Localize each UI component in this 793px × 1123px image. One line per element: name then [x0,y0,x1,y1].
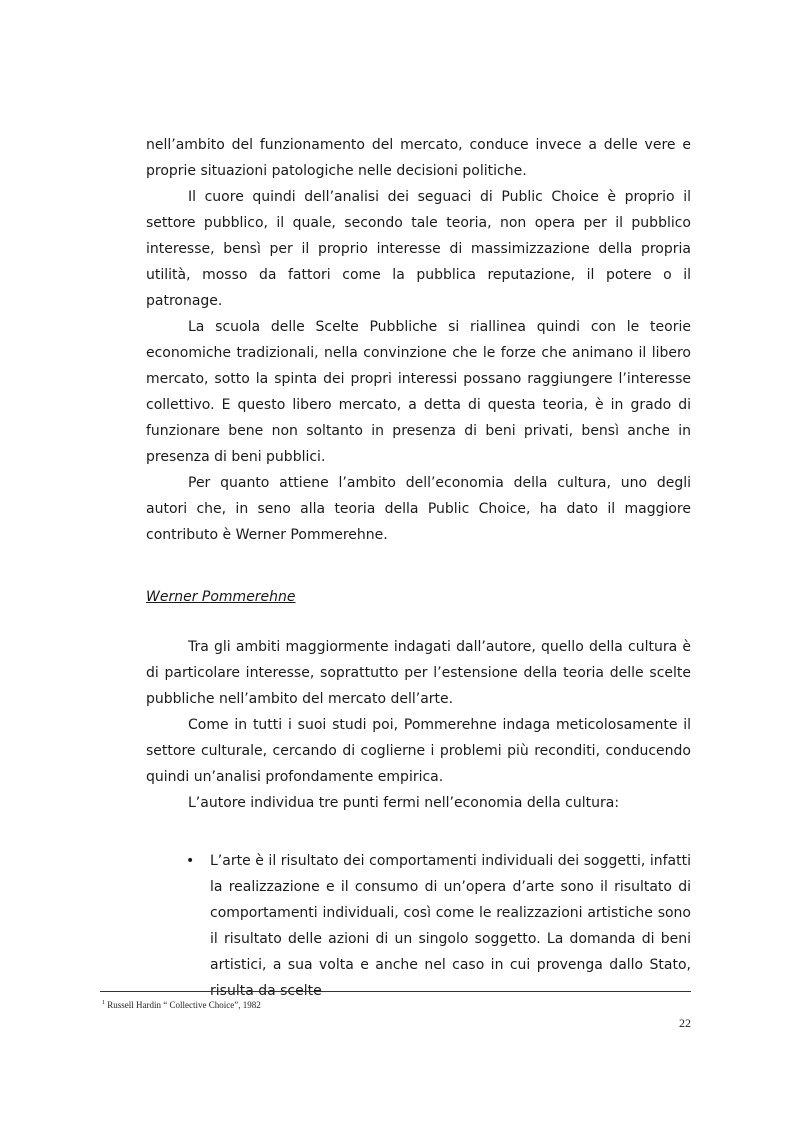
paragraph-public-choice-school: La scuola delle Scelte Pubbliche si riallinea quindi con le teorie economiche tradizionali, nella convinzione che le forze che animano il libero mercato, sotto la spinta dei propri interessi possano raggiungere l’interesse collettivo. E questo libero mercato, a detta di questa teoria, è in grado di funzionare bene non soltanto in presenza di beni privati, bensì anche in presenza di beni pubblici. [146,319,691,465]
footnote [102,997,261,1011]
body-text-section [146,634,691,816]
paragraph-continuation: nell’ambito del funzionamento del mercato, conduce invece a delle vere e proprie situazioni patologiche nelle decisioni politiche. [146,137,691,179]
page-number: 22 [679,1016,691,1030]
paragraph-cultural-economics: Per quanto attiene l’ambito dell’economia della cultura, uno degli autori che, in seno alla teoria della Public Choice, ha dato il maggiore contributo è Werner Pommerehne. [146,475,691,543]
paragraph-empirical-analysis: Come in tutti i suoi studi poi, Pommerehne indaga meticolosamente il settore culturale, cercando di coglierne i problemi più reconditi, conducendo quindi un’analisi profondamente empirica. [146,717,691,785]
body-text-top [146,132,691,548]
list-item [146,848,691,1004]
paragraph-public-sector: Il cuore quindi dell’analisi dei seguaci di Public Choice è proprio il settore pubblico, il quale, secondo tale teoria, non opera per il pubblico interesse, bensì per il proprio interesse di massimizzazione della propria utilità, mosso da fattori come la pubblica reputazione, il potere o il patronage. [146,189,691,309]
footnote-divider [100,991,691,992]
bullet-icon: • [186,853,195,869]
footnote-text: Russell Hardin “ Collective Choice”, 1982 [107,1000,261,1010]
bullet-list [146,848,691,1004]
paragraph-art-market: Tra gli ambiti maggiormente indagati dall’autore, quello della cultura è di particolare interesse, soprattutto per l’estensione della teoria delle scelte pubbliche nell’ambito del mercato dell’arte. [146,639,691,707]
section-heading: Werner Pommerehne [146,589,296,605]
paragraph-three-points: L’autore individua tre punti fermi nell’economia della cultura: [188,795,620,811]
list-item-text: L’arte è il risultato dei comportamenti individuali dei soggetti, infatti la realizzazione e il consumo di un’opera d’arte sono il risultato di comportamenti individuali, così come le realizzazioni artistiche sono il risultato delle azioni di un singolo soggetto. La domanda di beni artistici, a sua volta e anche nel caso in cui provenga dallo Stato, risulta da scelte [210,853,691,999]
footnote-marker: 1 [102,1000,105,1006]
